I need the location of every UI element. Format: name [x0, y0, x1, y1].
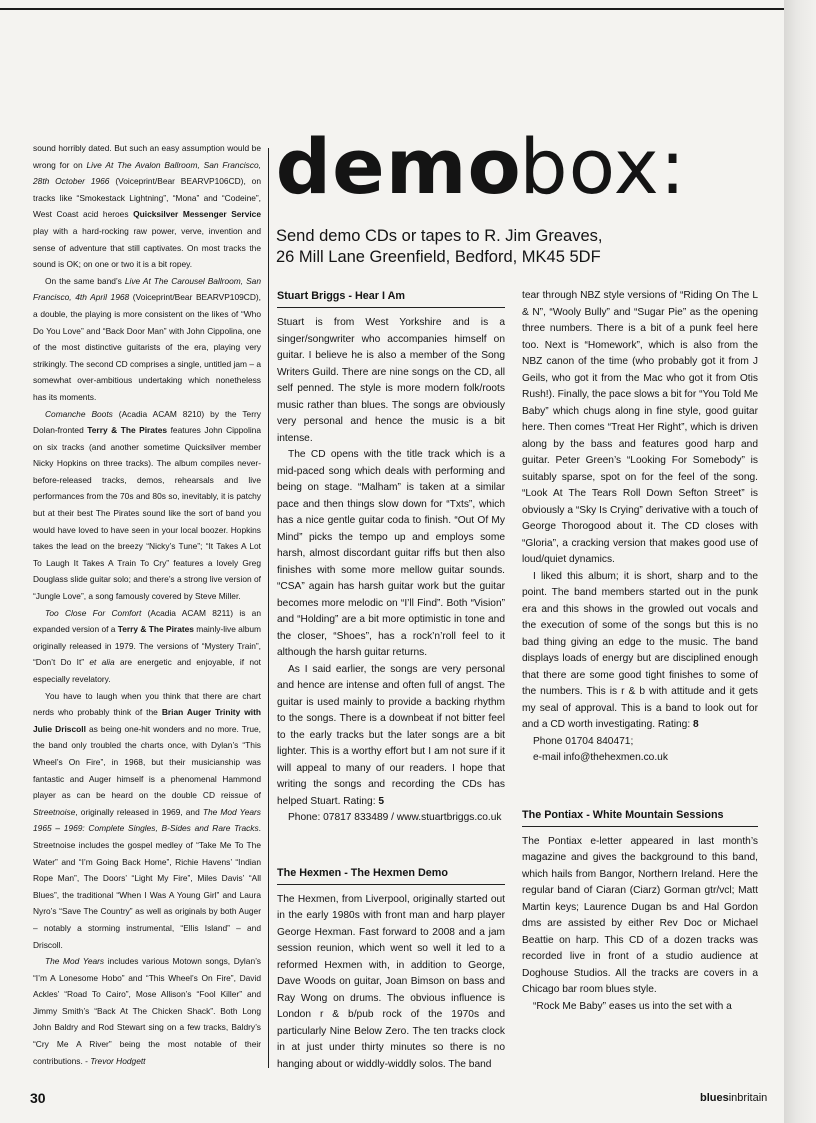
- brand-bold: blues: [700, 1092, 729, 1104]
- pontiax-paragraph-1: The Pontiax e-letter appeared in last month’s magazine and gives the background to this band, which hails from Bangor, Northern Ireland. Here the regular band of Ciaran (Ciarz) Gorman gtr/vcl; Matt Martin keys; Laurence Dugan bs and Hal Gordon dms are assisted by either Rev Doc or Michael Beattie on harp. This CD of a dozen tracks was recorded live in front of a studio audience at Doghouse Studios. All the tracks are covers in a Chicago bar room blues style.: [522, 835, 758, 995]
- left-paragraph-1: [33, 140, 261, 273]
- stuart-contact: Phone: 07817 833489 / www.stuartbriggs.co.uk: [288, 812, 502, 823]
- column-divider: [268, 148, 269, 1068]
- left-text-segment: (Acadia ACAM 8210) by the Terry Dolan-fronted: [33, 408, 261, 436]
- left-text-segment: The Mod Years 1965 – 1969: Complete Singles, B-Sides and Rare Tracks: [33, 806, 261, 834]
- demobox-banner: [275, 122, 778, 211]
- stuart-paragraph-3-text: As I said earlier, the songs are very personal and hence are intense and often full of angst. The guitar is used mainly to provide a backing rhythm to the songs. There is a downbeat if not bitter feel to the early tracks but the later songs are a bit lighter. This is a worthy effort but I am not sure if it will appeal to many of our readers. I hope that writing the songs and recording the CDs has helped Stuart. Rating:: [277, 663, 505, 807]
- left-text-segment: sound horribly dated. But such an easy assumption would be wrong for on: [33, 143, 261, 170]
- left-paragraph-5: [33, 688, 261, 954]
- left-column-article: [33, 140, 261, 1069]
- heading-rule: [277, 884, 505, 885]
- left-text-segment: . Streetnoise includes the gospel medley of “Take Me To The Water” and “I’m Going Back Home”, Richie Havens’ “Indian Rope Man”, The Doors’ “Light My Fire”, Miles Davis’ “All Blues”, the traditional “When I Was A Young Girl” and Laura Nyro’s “Save The Country” as well as originals by both Auger – notably a storming instrumental, “Ellis Island” – and Driscoll.: [33, 823, 261, 950]
- send-to-line1: Send demo CDs or tapes to R. Jim Greaves,: [276, 227, 603, 245]
- left-text-segment: Quicksilver Messenger Service: [133, 209, 261, 220]
- left-text-segment: Terry & The Pirates: [117, 624, 194, 635]
- pontiax-paragraph-2: “Rock Me Baby” eases us into the set with a: [533, 1000, 732, 1012]
- left-paragraph-3: [33, 406, 261, 605]
- hexmen-email: e-mail info@thehexmen.co.uk: [533, 752, 668, 763]
- stuart-paragraph-2: The CD opens with the title track which is a mid-paced song which deals with performing and being on stage. “Malham” is taken at a similar pace and then things slow down for “Txts”, which has a nice gentle guitar coda to finish. “Out Of My Mind” picks the tempo up and employs some harsh, almost discordant guitar riffs but then also finishes with some more mellow guitar sounds. “CSA” again has harsh guitar work but the guitar becomes more melodic on “I’ll Find”. Both “Vision” and “Holding” are a bit more optimistic in tone and the closer, “Shoes”, has a rock’n’roll feel to it although the harsh guitar returns.: [277, 449, 505, 658]
- hexmen-paragraph-2-text: I liked this album; it is short, sharp and to the point. The band members started out in the punk era and this shows in the growled out vocals and the execution of some of the songs but this is no bad thing giving an edge to the music. The band displays loads of energy but are disciplined enough that there are some good tight finishes to some of the numbers. This is r & b with attitude and it gets my seal of approval. This is a band to look out for and a CD worth investigating. Rating:: [522, 570, 758, 730]
- left-text-segment: Comanche Boots: [45, 408, 113, 419]
- left-text-segment: Trevor Hodgett: [90, 1055, 146, 1066]
- middle-column: [277, 288, 505, 1073]
- banner-demo: demo: [275, 122, 522, 211]
- left-text-segment: Streetnoise: [33, 806, 76, 817]
- left-paragraph-2: [33, 273, 261, 406]
- heading-rule: [522, 826, 758, 827]
- stuart-paragraph-1: Stuart is from West Yorkshire and is a singer/songwriter who accompanies himself on guitar. I believe he is also a member of the Song Writers Guild. There are nine songs on the CD, all self penned. The style is more modern folk/roots music rather than blues. The songs are obviously very personal and hence the music is a bit intense.: [277, 317, 505, 444]
- left-text-segment: are energetic and enjoyable, if not especially revelatory.: [33, 657, 261, 684]
- send-demo-address: [276, 226, 776, 268]
- left-text-segment: (Voiceprint/Bear BEARVP109CD), a double, the playing is more consistent on the likes of “Who Do You Love” and “Back Door Man” with John Cippolina, one of the most distinctive guitarists of the era, playing very strikingly. The second CD comprises a single, untitled jam – a somewhat over-ambitious undertaking which nonetheless has its moments.: [33, 292, 261, 402]
- left-text-segment: as being one-hit wonders and no more. True, the band only troubled the charts once, with Dylan’s “This Wheel’s On Fire”, in 1968, but their musicianship was fantastic and Auger himself is a phenomenal Hammond player as can be heard on the double CD reissue of: [33, 723, 261, 801]
- review-heading-hexmen: The Hexmen - The Hexmen Demo: [277, 866, 448, 879]
- left-paragraph-6: [33, 953, 261, 1069]
- banner-box: box:: [519, 122, 687, 211]
- left-text-segment: Too Close For Comfort: [45, 607, 142, 618]
- left-text-segment: mainly-live album originally released in 1979. The versions of “Mystery Train”, “Don’t Do It”: [33, 624, 261, 668]
- heading-rule: [277, 307, 505, 308]
- left-text-segment: , originally released in 1969, and: [75, 806, 203, 817]
- left-paragraph-4: [33, 605, 261, 688]
- magazine-brand: [700, 1092, 767, 1104]
- hexmen-phone: Phone 01704 840471;: [533, 735, 634, 747]
- review-heading-stuart-briggs: Stuart Briggs - Hear I Am: [277, 290, 405, 302]
- left-text-segment: Brian Auger Trinity with Julie Driscoll: [33, 707, 262, 734]
- left-text-segment: You have to laugh when you think that there are chart nerds who probably think of the: [33, 690, 261, 718]
- left-text-segment: features John Cippolina on six tracks (and another sometime Quicksilver member Nicky Hopkins on three tracks). The album compiles never-before-released tracks, demos, rehearsals and live performances from the 70s and 80s so, inevitably, it is patchy but at their best The Pirates sound like the sort of band you would have loved to have seen in your local boozer. Hopkins takes the lead on the breezy “Nicky’s Tune”; “It Takes A Lot To Laugh It Takes A Train To Cry” features a lovely Greg Douglass slide guitar solo; and there’s a strong live version of “Jungle Love”, a song famously covered by Steve Miller.: [33, 425, 262, 602]
- hexmen-rating: 8: [693, 719, 699, 730]
- left-text-segment: Terry & The Pirates: [87, 425, 168, 436]
- hexmen-paragraph-1: The Hexmen, from Liverpool, originally started out in the early 1980s with front man and harp player George Hexman. Fast forward to 2008 and a jam session reunion, which went so well it led to a reformed Hexmen with, in addition to George, Dave Woods on guitar, Joan Bimson on bass and Ray Wong on drums. The obvious influence is London r & b/pub rock of the 1970s and particularly Nine Below Zero. The ten tracks clock in at just under thirty minutes so there is no hanging about or widdly-widdly solos. The band: [277, 893, 505, 1070]
- send-to-line2: 26 Mill Lane Greenfield, Bedford, MK45 5DF: [276, 248, 601, 266]
- top-rule: [0, 8, 784, 10]
- hexmen-paragraph-2: [522, 569, 758, 734]
- page-binding-shadow: [784, 0, 816, 1123]
- left-text-segment: Live At The Carousel Ballroom, San Francisco, 4th April 1968: [33, 275, 261, 303]
- stuart-paragraph-3: [277, 662, 505, 811]
- left-text-segment: (Voiceprint/Bear BEARVP106CD), on tracks like “Smokestack Lightning”, “Mona” and “Codeine”, West Coast acid heroes: [33, 176, 261, 220]
- left-text-segment: The Mod Years: [45, 956, 105, 967]
- left-text-segment: Live At The Avalon Ballroom, San Francisco, 28th October 1966: [33, 159, 261, 187]
- page-number: 30: [30, 1090, 46, 1106]
- left-text-segment: includes various Motown songs, Dylan’s “I’m A Lonesome Hobo” and “This Wheel’s On Fire”, David Ackles’ “Road To Cairo”, Mose Allison’s “Fool Killer” and Jimmy Smith’s “Back At The Chicken Shack”. Both Long John Baldry and Rod Stewart sing on a few tracks, Baldry’s “Cry Me A River” being the most notable of their contributions. -: [33, 956, 261, 1066]
- review-heading-pontiax: The Pontiax - White Mountain Sessions: [522, 808, 724, 821]
- left-text-segment: play with a hard-rocking raw power, verve, invention and sense of adventure that still captivates. On most tracks the sound is OK; on one or two it is a bit ropey.: [33, 225, 261, 270]
- right-column: [522, 288, 758, 1015]
- left-text-segment: On the same band’s: [45, 275, 125, 286]
- left-text-segment: (Acadia ACAM 8211) is an expanded version of a: [33, 607, 261, 635]
- brand-rest: inbritain: [728, 1092, 768, 1104]
- hexmen-paragraph-1-cont: tear through NBZ style versions of “Riding On The L & N”, “Wooly Bully” and “Sugar Pie” as the opening three numbers. There is a bit of a punk feel here too. Next is “Homework”, which is also from the NBZ canon of the time (who probably got it from J Geils, who got it from the Mac who got it from Otis Rush!). Finally, the pace slows a bit for “You Told Me Baby” which chugs along in fine style, good guitar here. Then comes “Treat Her Right”, which is driven along by the bass and features good harp and guitar. Peter Green’s “Looking For Somebody” is suitably sparse, spot on for the feel of the song. “Look At The Tears Roll Down Sefton Street” is obviously a “Sky Is Crying” derivative with a touch of George Thorogood about it. The CD closes with “Gloria”, a cracking version that makes good use of loud/quiet dynamics.: [522, 290, 758, 565]
- stuart-rating: 5: [378, 795, 385, 807]
- left-text-segment: et alia: [89, 657, 115, 668]
